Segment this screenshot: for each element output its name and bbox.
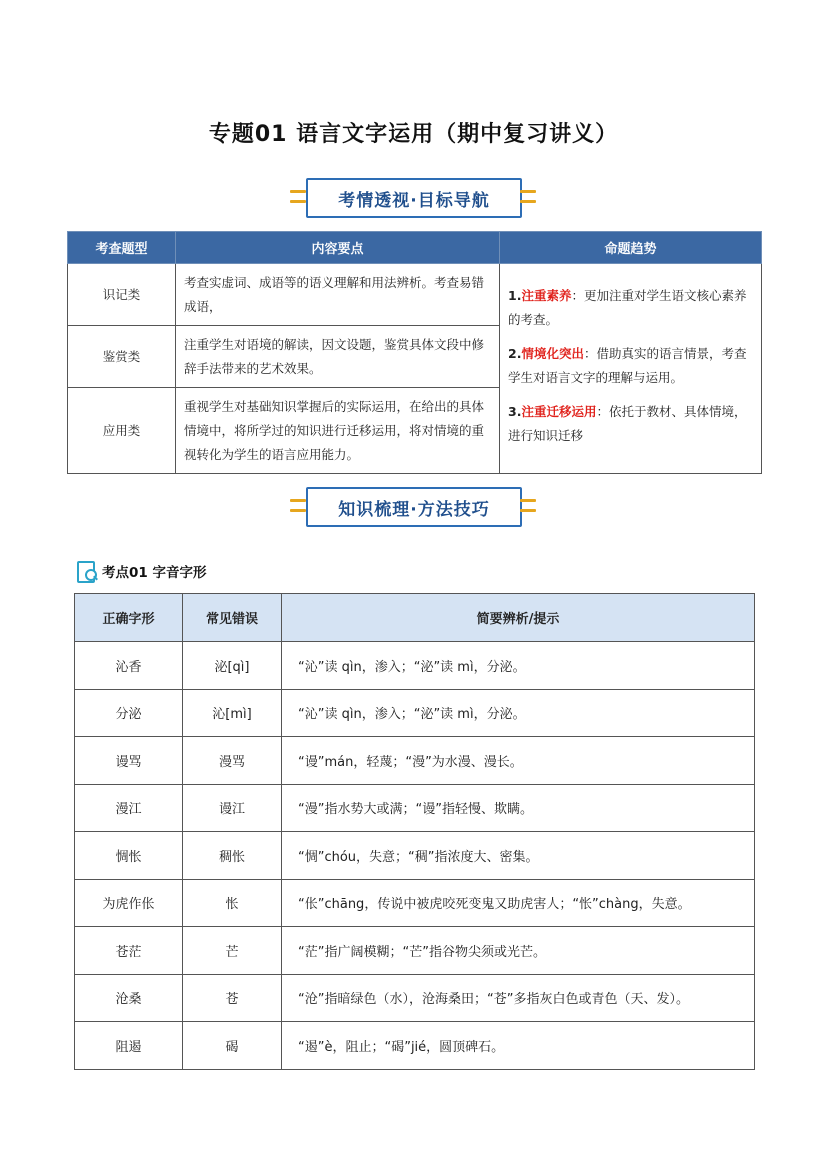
trend-text: ：依托于教材、具体情境，进行知识迁移	[508, 403, 747, 443]
type-cell: 识记类	[68, 264, 176, 326]
banner-deco-right	[518, 495, 538, 519]
trend-num: 3.	[508, 403, 522, 419]
header-trend: 命题趋势	[500, 232, 762, 264]
correct-cell: 苍茫	[75, 927, 183, 975]
note-cell: “遏”è，阻止；“碣”jié，圆顶碑石。	[282, 1022, 755, 1070]
trend-item	[508, 400, 753, 448]
trend-key: 注重迁移运用	[521, 403, 597, 419]
banner-label: 考情透视·目标导航	[306, 178, 522, 218]
document-search-icon	[76, 560, 98, 582]
trend-item	[508, 342, 753, 390]
banner-knowledge	[298, 487, 528, 527]
content-cell: 重视学生对基础知识掌握后的实际运用，在给出的具体情境中，将所学过的知识进行迁移运用，将对情境的重视转化为学生的语言应用能力。	[176, 388, 500, 474]
banner-exam-overview	[298, 178, 528, 218]
wrong-cell: 谩江	[183, 784, 282, 832]
page-title: 专题01 语言文字运用（期中复习讲义）	[208, 122, 619, 147]
banner-label: 知识梳理·方法技巧	[306, 487, 522, 527]
correct-cell: 阻遏	[75, 1022, 183, 1070]
overview-table	[67, 231, 762, 474]
note-cell: “谩”mán，轻蔑；“漫”为水漫、漫长。	[282, 737, 755, 785]
content-cell: 考查实虚词、成语等的语义理解和用法辨析。考查易错成语，	[176, 264, 500, 326]
trend-num: 2.	[508, 345, 522, 361]
char-table	[74, 593, 755, 1070]
note-cell: “沁”读 qìn，渗入；“泌”读 mì，分泌。	[282, 689, 755, 737]
wrong-cell: 芒	[183, 927, 282, 975]
note-cell: “沁”读 qìn，渗入；“泌”读 mì，分泌。	[282, 642, 755, 690]
correct-cell: 沁香	[75, 642, 183, 690]
header-type: 考查题型	[68, 232, 176, 264]
table-row	[75, 879, 755, 927]
header-correct: 正确字形	[75, 594, 183, 642]
header-note: 简要辨析/提示	[282, 594, 755, 642]
correct-cell: 惆怅	[75, 832, 183, 880]
content-cell: 注重学生对语境的解读，因文设题，鉴赏具体文段中修辞手法带来的艺术效果。	[176, 326, 500, 388]
correct-cell: 分泌	[75, 689, 183, 737]
note-cell: “漫”指水势大或满；“谩”指轻慢、欺瞒。	[282, 784, 755, 832]
section-heading	[76, 558, 207, 584]
wrong-cell: 苍	[183, 974, 282, 1022]
trend-num: 1.	[508, 287, 522, 303]
wrong-cell: 漫骂	[183, 737, 282, 785]
correct-cell: 沧桑	[75, 974, 183, 1022]
correct-cell: 谩骂	[75, 737, 183, 785]
note-cell: “惆”chóu，失意；“稠”指浓度大、密集。	[282, 832, 755, 880]
correct-cell: 漫江	[75, 784, 183, 832]
banner-deco-left	[288, 186, 308, 210]
wrong-cell: 碣	[183, 1022, 282, 1070]
note-cell: “沧”指暗绿色（水），沧海桑田；“苍”多指灰白色或青色（天、发）。	[282, 974, 755, 1022]
wrong-cell: 怅	[183, 879, 282, 927]
wrong-cell: 沁[mì]	[183, 689, 282, 737]
note-cell: “茫”指广阔模糊；“芒”指谷物尖须或光芒。	[282, 927, 755, 975]
type-cell: 应用类	[68, 388, 176, 474]
correct-cell: 为虎作伥	[75, 879, 183, 927]
table-row	[75, 927, 755, 975]
banner-deco-left	[288, 495, 308, 519]
banner-deco-right	[518, 186, 538, 210]
section-label: 考点01 字音字形	[102, 565, 207, 581]
wrong-cell: 稠怅	[183, 832, 282, 880]
table-row	[75, 1022, 755, 1070]
trend-text: ：更加注重对学生语文核心素养的考查。	[508, 287, 747, 327]
table-row	[75, 832, 755, 880]
table-row	[75, 737, 755, 785]
trend-key: 注重素养	[521, 287, 572, 303]
header-content: 内容要点	[176, 232, 500, 264]
trend-cell	[500, 264, 762, 474]
header-wrong: 常见错误	[183, 594, 282, 642]
note-cell: “伥”chāng，传说中被虎咬死变鬼又助虎害人；“怅”chàng，失意。	[282, 879, 755, 927]
trend-item	[508, 284, 753, 332]
trend-key: 情境化突出	[521, 345, 584, 361]
type-cell: 鉴赏类	[68, 326, 176, 388]
wrong-cell: 泌[qì]	[183, 642, 282, 690]
trend-text: ：借助真实的语言情景，考查学生对语言文字的理解与运用。	[508, 345, 747, 385]
table-row	[75, 784, 755, 832]
table-row	[75, 974, 755, 1022]
table-row	[75, 642, 755, 690]
table-row	[75, 689, 755, 737]
